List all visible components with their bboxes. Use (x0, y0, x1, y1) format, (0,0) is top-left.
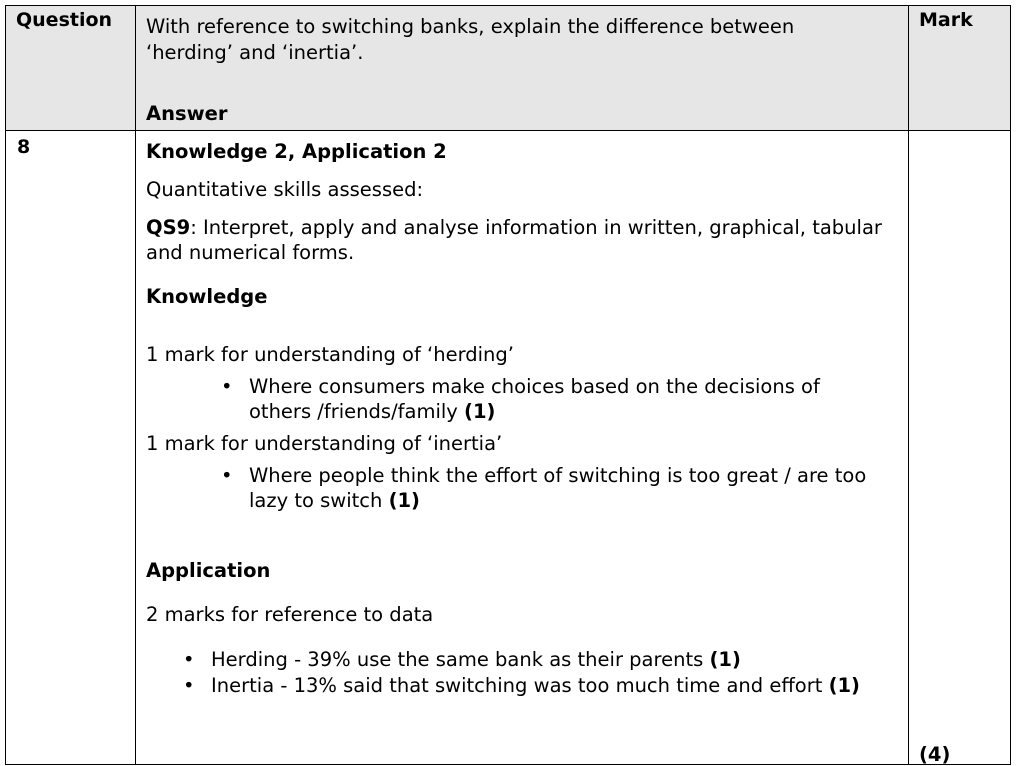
qs-text: : Interpret, apply and analyse information in written, graphical, tabular and numerical forms. (146, 216, 882, 264)
mark-scheme-table (5, 5, 1011, 765)
herding-mark-intro: 1 mark for understanding of ‘herding’ (146, 343, 514, 366)
inertia-data-point: Inertia - 13% said that switching was too much time and effort (211, 674, 823, 697)
inertia-definition: Where people think the effort of switching is too great / are too lazy to switch (249, 464, 867, 512)
mark-cell (909, 131, 1011, 765)
answer-label: Answer (146, 102, 228, 125)
mark-header: Mark (909, 6, 1011, 131)
marks-breakdown-title: Knowledge 2, Application 2 (146, 140, 447, 163)
mark-allocation: (1) (828, 674, 860, 697)
question-text: With reference to switching banks, explain the difference between ‘herding’ and ‘inertia’. (146, 15, 795, 64)
question-header: Question (6, 6, 136, 131)
question-number: 8 (6, 131, 136, 765)
answer-row (6, 131, 1011, 765)
knowledge-heading: Knowledge (146, 285, 268, 308)
header-row (6, 6, 1011, 131)
mark-allocation: (1) (709, 648, 741, 671)
mark-allocation: (1) (464, 400, 496, 423)
herding-data-point: Herding - 39% use the same bank as their parents (211, 648, 704, 671)
question-cell (136, 6, 909, 131)
qs-code: QS9 (146, 216, 191, 239)
herding-definition: Where consumers make choices based on the decisions of others /friends/family (249, 375, 820, 423)
bullet-glyph: • (183, 674, 195, 697)
qs-intro: Quantitative skills assessed: (146, 178, 424, 201)
bullet-glyph: • (221, 375, 233, 398)
bullet-glyph: • (221, 464, 233, 487)
answer-cell (136, 131, 909, 765)
application-heading: Application (146, 559, 271, 582)
mark-allocation: (1) (388, 489, 420, 512)
inertia-mark-intro: 1 mark for understanding of ‘inertia’ (146, 432, 503, 455)
bullet-glyph: • (183, 648, 195, 671)
application-intro: 2 marks for reference to data (146, 603, 434, 626)
total-marks: (4) (919, 743, 951, 766)
qs-description (146, 215, 891, 265)
